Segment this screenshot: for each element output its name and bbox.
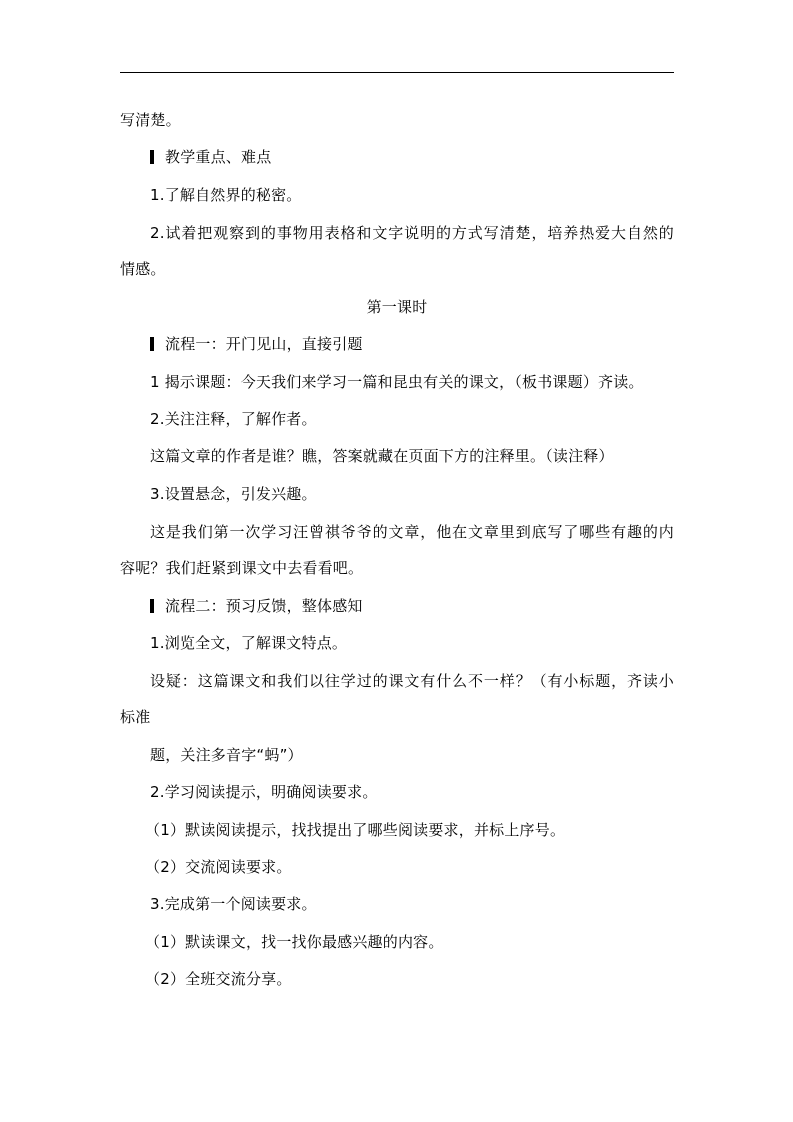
paragraph-line: （1）默读阅读提示，找找提出了哪些阅读要求，并标上序号。 <box>145 821 566 839</box>
heading-marker-icon <box>150 337 154 351</box>
paragraph-line: 2.试着把观察到的事物用表格和文字说明的方式写清楚，培养热爱大自然的 <box>150 224 674 242</box>
heading-marker-icon <box>150 599 154 613</box>
paragraph-line: （2）全班交流分享。 <box>145 970 292 988</box>
paragraph-line: （1）默读课文，找一找你最感兴趣的内容。 <box>145 933 444 951</box>
paragraph-line: 标准 <box>120 708 151 726</box>
header-rule <box>120 72 674 73</box>
heading-marker-icon <box>150 150 154 164</box>
paragraph-line: 题，关注多音字“蚂”） <box>150 746 303 764</box>
lesson-title: 第一课时 <box>366 298 428 316</box>
paragraph-line: 3.设置悬念，引发兴趣。 <box>150 485 317 503</box>
paragraph-line: 1 揭示课题：今天我们来学习一篇和昆虫有关的课文，（板书课题）齐读。 <box>150 373 644 391</box>
paragraph-line: 设疑：这篇课文和我们以往学过的课文有什么不一样？（有小标题，齐读小 <box>150 672 674 690</box>
paragraph-line: 1.了解自然界的秘密。 <box>150 186 302 204</box>
paragraph-line: 这是我们第一次学习汪曾祺爷爷的文章，他在文章里到底写了哪些有趣的内 <box>150 523 674 541</box>
paragraph-line: 2.学习阅读提示，明确阅读要求。 <box>150 783 378 801</box>
paragraph-line: 3.完成第一个阅读要求。 <box>150 895 317 913</box>
section-heading-text: 流程二：预习反馈，整体感知 <box>165 597 363 615</box>
paragraph-line: （2）交流阅读要求。 <box>145 858 292 876</box>
section-heading-key-points <box>150 147 271 167</box>
paragraph-line: 容呢？我们赶紧到课文中去看看吧。 <box>120 559 364 577</box>
paragraph-line: 情感。 <box>120 260 166 278</box>
paragraph-line: 写清楚。 <box>120 111 181 129</box>
paragraph-line: 2.关注注释，了解作者。 <box>150 410 317 428</box>
section-heading-text: 教学重点、难点 <box>165 148 272 166</box>
paragraph-line: 1.浏览全文，了解课文特点。 <box>150 634 348 652</box>
section-heading-process-two <box>150 596 363 616</box>
section-heading-process-one <box>150 334 363 354</box>
paragraph-line: 这篇文章的作者是谁？瞧，答案就藏在页面下方的注释里。（读注释） <box>150 447 614 465</box>
section-heading-text: 流程一：开门见山，直接引题 <box>165 335 363 353</box>
